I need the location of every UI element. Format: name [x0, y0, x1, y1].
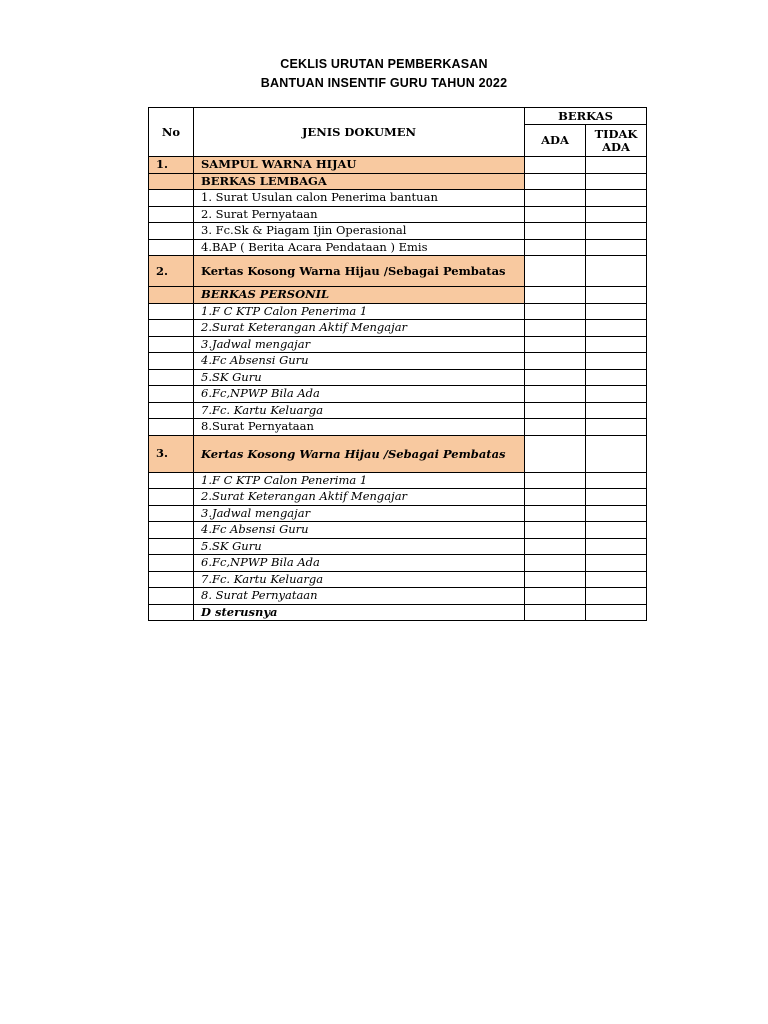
ada-checkbox-cell[interactable]: [525, 472, 586, 489]
table-row: [149, 223, 647, 240]
ada-checkbox-cell[interactable]: [525, 555, 586, 572]
table-row: [149, 173, 647, 190]
tidak-ada-checkbox-cell[interactable]: [586, 505, 647, 522]
table-row: [149, 239, 647, 256]
document-subtitle: BANTUAN INSENTIF GURU TAHUN 2022: [260, 76, 508, 90]
document-item: 2.Surat Keterangan Aktif Mengajar: [194, 320, 525, 337]
ada-checkbox-cell[interactable]: [525, 336, 586, 353]
table-row: [149, 353, 647, 370]
row-number: [149, 353, 194, 370]
row-number: [149, 386, 194, 403]
table-row: [149, 336, 647, 353]
row-number: 1.: [149, 157, 194, 174]
tidak-ada-checkbox-cell[interactable]: [586, 386, 647, 403]
tidak-ada-checkbox-cell[interactable]: [586, 489, 647, 506]
row-number: [149, 239, 194, 256]
tidak-ada-checkbox-cell[interactable]: [586, 256, 647, 287]
table-row: [149, 287, 647, 304]
tidak-ada-checkbox-cell[interactable]: [586, 369, 647, 386]
row-number: [149, 419, 194, 436]
document-item: Kertas Kosong Warna Hijau /Sebagai Pembatas: [194, 256, 525, 287]
row-number: [149, 604, 194, 621]
ada-checkbox-cell[interactable]: [525, 206, 586, 223]
tidak-ada-checkbox-cell[interactable]: [586, 353, 647, 370]
tidak-ada-checkbox-cell[interactable]: [586, 190, 647, 207]
ada-checkbox-cell[interactable]: [525, 190, 586, 207]
ada-checkbox-cell[interactable]: [525, 571, 586, 588]
document-item: 2.Surat Keterangan Aktif Mengajar: [194, 489, 525, 506]
row-number: [149, 206, 194, 223]
ada-checkbox-cell[interactable]: [525, 419, 586, 436]
document-item: 6.Fc,NPWP Bila Ada: [194, 555, 525, 572]
document-item: 1. Surat Usulan calon Penerima bantuan: [194, 190, 525, 207]
ada-checkbox-cell[interactable]: [525, 369, 586, 386]
ada-checkbox-cell[interactable]: [525, 223, 586, 240]
header-ada: ADA: [525, 125, 586, 157]
row-number: [149, 555, 194, 572]
table-row: [149, 522, 647, 539]
tidak-ada-checkbox-cell[interactable]: [586, 435, 647, 472]
ada-checkbox-cell[interactable]: [525, 157, 586, 174]
row-number: [149, 588, 194, 605]
table-row: [149, 435, 647, 472]
ada-checkbox-cell[interactable]: [525, 604, 586, 621]
header-no: No: [149, 108, 194, 157]
row-number: 2.: [149, 256, 194, 287]
document-item: 4.Fc Absensi Guru: [194, 353, 525, 370]
ada-checkbox-cell[interactable]: [525, 489, 586, 506]
header-jenis-dokumen: JENIS DOKUMEN: [194, 108, 525, 157]
tidak-ada-checkbox-cell[interactable]: [586, 223, 647, 240]
row-number: [149, 336, 194, 353]
table-row: [149, 206, 647, 223]
document-item: 4.BAP ( Berita Acara Pendataan ) Emis: [194, 239, 525, 256]
document-item: 8. Surat Pernyataan: [194, 588, 525, 605]
tidak-ada-checkbox-cell[interactable]: [586, 320, 647, 337]
tidak-ada-checkbox-cell[interactable]: [586, 336, 647, 353]
ada-checkbox-cell[interactable]: [525, 402, 586, 419]
document-item: BERKAS PERSONIL: [194, 287, 525, 304]
table-row: [149, 588, 647, 605]
table-row: [149, 157, 647, 174]
tidak-ada-checkbox-cell[interactable]: [586, 402, 647, 419]
ada-checkbox-cell[interactable]: [525, 239, 586, 256]
row-number: [149, 369, 194, 386]
document-item: 7.Fc. Kartu Keluarga: [194, 402, 525, 419]
row-number: [149, 173, 194, 190]
table-row: [149, 489, 647, 506]
table-row: [149, 571, 647, 588]
row-number: [149, 223, 194, 240]
tidak-ada-checkbox-cell[interactable]: [586, 472, 647, 489]
document-item: 1.F C KTP Calon Penerima 1: [194, 472, 525, 489]
row-number: [149, 472, 194, 489]
row-number: [149, 287, 194, 304]
ada-checkbox-cell[interactable]: [525, 320, 586, 337]
ada-checkbox-cell[interactable]: [525, 588, 586, 605]
ada-checkbox-cell[interactable]: [525, 386, 586, 403]
document-item: 4.Fc Absensi Guru: [194, 522, 525, 539]
document-item: BERKAS LEMBAGA: [194, 173, 525, 190]
table-row: [149, 256, 647, 287]
table-row: [149, 320, 647, 337]
table-row: [149, 303, 647, 320]
document-item: 3.Jadwal mengajar: [194, 505, 525, 522]
table-row: [149, 604, 647, 621]
document-item: 5.SK Guru: [194, 538, 525, 555]
document-item: 3. Fc.Sk & Piagam Ijin Operasional: [194, 223, 525, 240]
row-number: [149, 303, 194, 320]
document-item: Kertas Kosong Warna Hijau /Sebagai Pembatas: [194, 435, 525, 472]
tidak-ada-checkbox-cell[interactable]: [586, 173, 647, 190]
document-item: D sterusnya: [194, 604, 525, 621]
table-row: [149, 190, 647, 207]
tidak-ada-checkbox-cell[interactable]: [586, 206, 647, 223]
table-row: [149, 472, 647, 489]
checklist-table: [148, 107, 647, 621]
tidak-ada-checkbox-cell[interactable]: [586, 571, 647, 588]
row-number: [149, 190, 194, 207]
ada-checkbox-cell[interactable]: [525, 256, 586, 287]
table-row: [149, 419, 647, 436]
row-number: [149, 538, 194, 555]
document-item: 1.F C KTP Calon Penerima 1: [194, 303, 525, 320]
ada-checkbox-cell[interactable]: [525, 522, 586, 539]
header-berkas: BERKAS: [525, 108, 647, 125]
tidak-ada-checkbox-cell[interactable]: [586, 303, 647, 320]
row-number: [149, 505, 194, 522]
row-number: [149, 402, 194, 419]
tidak-ada-checkbox-cell[interactable]: [586, 538, 647, 555]
tidak-ada-checkbox-cell[interactable]: [586, 239, 647, 256]
ada-checkbox-cell[interactable]: [525, 173, 586, 190]
table-row: [149, 386, 647, 403]
document-title: CEKLIS URUTAN PEMBERKASAN: [280, 57, 488, 71]
table-row: [149, 555, 647, 572]
row-number: 3.: [149, 435, 194, 472]
tidak-ada-checkbox-cell[interactable]: [586, 604, 647, 621]
ada-checkbox-cell[interactable]: [525, 353, 586, 370]
ada-checkbox-cell[interactable]: [525, 505, 586, 522]
document-item: SAMPUL WARNA HIJAU: [194, 157, 525, 174]
ada-checkbox-cell[interactable]: [525, 287, 586, 304]
ada-checkbox-cell[interactable]: [525, 435, 586, 472]
table-row: [149, 505, 647, 522]
tidak-ada-checkbox-cell[interactable]: [586, 555, 647, 572]
table-row: [149, 402, 647, 419]
document-item: 2. Surat Pernyataan: [194, 206, 525, 223]
document-item: 5.SK Guru: [194, 369, 525, 386]
tidak-ada-checkbox-cell[interactable]: [586, 522, 647, 539]
tidak-ada-checkbox-cell[interactable]: [586, 157, 647, 174]
document-item: 8.Surat Pernyataan: [194, 419, 525, 436]
table-row: [149, 369, 647, 386]
tidak-ada-checkbox-cell[interactable]: [586, 287, 647, 304]
document-item: 6.Fc,NPWP Bila Ada: [194, 386, 525, 403]
tidak-ada-checkbox-cell[interactable]: [586, 588, 647, 605]
ada-checkbox-cell[interactable]: [525, 538, 586, 555]
row-number: [149, 320, 194, 337]
tidak-ada-checkbox-cell[interactable]: [586, 419, 647, 436]
ada-checkbox-cell[interactable]: [525, 303, 586, 320]
row-number: [149, 571, 194, 588]
row-number: [149, 522, 194, 539]
document-item: 7.Fc. Kartu Keluarga: [194, 571, 525, 588]
document-item: 3.Jadwal mengajar: [194, 336, 525, 353]
table-row: [149, 538, 647, 555]
row-number: [149, 489, 194, 506]
header-tidak-ada: TIDAK ADA: [586, 125, 647, 157]
